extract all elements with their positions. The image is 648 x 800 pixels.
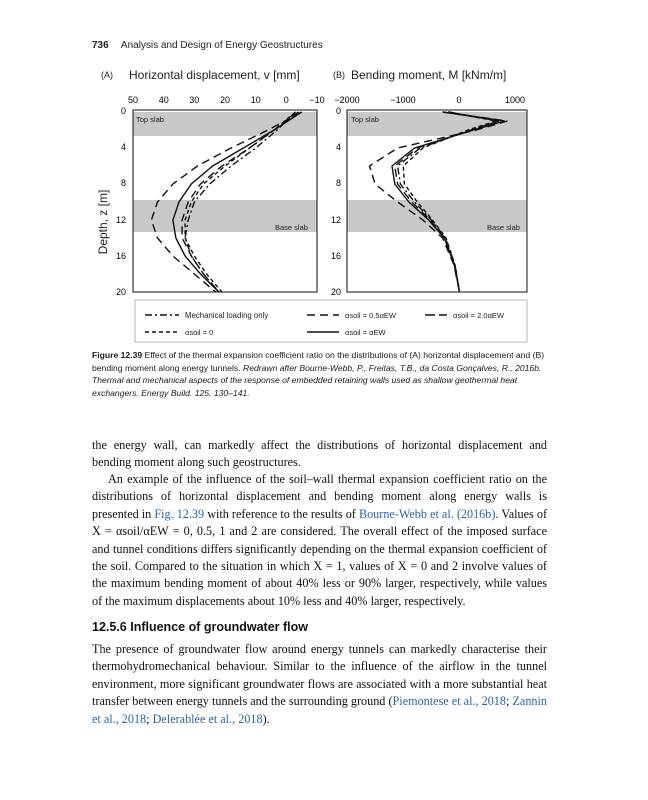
citation-link-piemontese[interactable]: Piemontese et al., 2018: [392, 694, 506, 709]
paragraph-3-text-b: ).: [262, 711, 270, 726]
panel-a-y-tick: 8: [120, 178, 126, 188]
paragraph-2-text-a: An example of the influence of the soil–wall thermal expansion coefficient ratio on the distributions of horizontal displacement and bending moment along energy walls is presented in: [92, 472, 547, 521]
panel-b-y-tick: 16: [330, 251, 341, 261]
citation-link-delerablee[interactable]: Delerablée et al., 2018: [152, 711, 263, 726]
section-heading: 12.5.6 Influence of groundwater flow: [92, 620, 309, 634]
figure-link[interactable]: Fig. 12.39: [154, 506, 205, 521]
citation-separator: ;: [506, 694, 513, 709]
figure-caption: [92, 349, 547, 399]
legend-double: αsoil = 2.0αEW: [453, 311, 504, 320]
paragraph-3: [92, 641, 547, 728]
figure-12-39: [95, 62, 555, 352]
panel-b-top-slab-label: Top slab: [351, 115, 379, 124]
panel-a-x-tick: −10: [309, 95, 325, 105]
panel-a-x-tick: 0: [283, 95, 289, 105]
paragraph-2-text-b: with reference to the results of: [207, 506, 356, 521]
panel-b-x-tick: 0: [456, 95, 462, 105]
paragraph-3-text-a: The presence of groundwater flow around energy tunnels can markedly characterise their thermohydromechanical behaviour. Similar to the influence of the airflow in the tunnel environment, more significant groundwater flows are associated with a more substantial heat transfer between energy tunnels and the surrounding ground (: [92, 642, 547, 709]
paragraph-1: the energy wall, can markedly affect the distributions of horizontal displacement and bending moment along such geostructures.: [92, 438, 547, 470]
running-header: [92, 40, 323, 51]
panel-a-x-tick: 40: [158, 95, 169, 105]
legend-mechanical: Mechanical loading only: [185, 311, 269, 320]
panel-b-y-tick: 12: [330, 215, 341, 225]
panel-a-title: Horizontal displacement, v [mm]: [129, 68, 300, 82]
panel-b-x-tick: −2000: [334, 95, 360, 105]
panel-b-title: Bending moment, M [kNm/m]: [351, 68, 507, 82]
panel-b-x-tick: −1000: [390, 95, 416, 105]
panel-a-y-tick: 0: [120, 106, 126, 116]
running-title: Analysis and Design of Energy Geostructures: [120, 40, 323, 51]
panel-b-x-tick: 1000: [504, 95, 526, 105]
panel-b-x-ticks: [334, 95, 525, 105]
legend-zero: αsoil = 0: [185, 328, 214, 337]
panel-a-y-tick: 16: [115, 251, 126, 261]
panel-a-base-slab-label: Base slab: [275, 223, 308, 232]
panel-b-y-tick: 0: [335, 106, 341, 116]
panel-a-y-ticks: [116, 106, 126, 297]
panel-b-label: (B): [333, 70, 345, 80]
panel-b-base-slab-label: Base slab: [487, 223, 520, 232]
citation-separator: ;: [146, 711, 153, 726]
panel-b-y-tick: 20: [330, 287, 341, 297]
figure-svg: [95, 62, 555, 352]
panel-a-top-slab-label: Top slab: [136, 115, 164, 124]
citation-link-zannin[interactable]: Zannin et al., 2018: [92, 694, 547, 726]
panel-b-y-tick: 4: [335, 142, 341, 152]
paragraph-2-text-c: . Values of X = αsoil/αEW = 0, 0.5, 1 and 2 are considered. The overall effect of the imposed surface and tunnel conditions differs significantly depending on the thermal expansion coefficient of the soil. Compared to the situation in which X = 1, values of X = 0 and 2 involve values of the maximum bending moment of about 40% less or 90% larger, respectively, while values of the maximum displacements about 10% less and 40% larger, respectively.: [92, 506, 548, 608]
paragraph-2: [92, 471, 547, 610]
panel-a-x-tick: 20: [219, 95, 231, 105]
panel-a-x-tick: 30: [189, 95, 200, 105]
y-axis-label: Depth, z [m]: [96, 189, 110, 255]
panel-b: [331, 95, 527, 297]
legend-half: αsoil = 0.5αEW: [345, 311, 396, 320]
panel-a-x-tick: 50: [127, 95, 139, 105]
panel-a-label: (A): [101, 70, 113, 80]
legend-equal: αsoil = αEW: [345, 328, 386, 337]
caption-label: Figure 12.39: [92, 350, 143, 360]
panel-b-y-ticks: [331, 106, 341, 297]
panel-a-y-tick: 20: [115, 287, 126, 297]
page-number: 736: [92, 40, 109, 51]
panel-a: [116, 95, 325, 297]
panel-a-x-tick: 10: [250, 95, 261, 105]
citation-link-bourne-webb[interactable]: Bourne-Webb et al. (2016b): [358, 506, 496, 521]
caption-source: Redrawn after Bourne-Webb, P., Freitas, T.B., da Costa Gonçalves, R., 2016b. Thermal and mechanical aspects of the response of embedded retaining walls used as shallow geothermal heat exchangers. Energy Build. 125, 130–141.: [92, 362, 542, 398]
panel-a-y-tick: 4: [120, 142, 126, 152]
panel-a-x-ticks: [128, 95, 325, 105]
panel-a-y-tick: 12: [115, 215, 126, 225]
panel-b-y-tick: 8: [335, 178, 341, 188]
legend: [135, 300, 527, 342]
caption-main: Effect of the thermal expansion coefficient ratio on the distributions of (A) horizontal displacement and (B) bending moment along energy tunnels.: [92, 350, 545, 373]
